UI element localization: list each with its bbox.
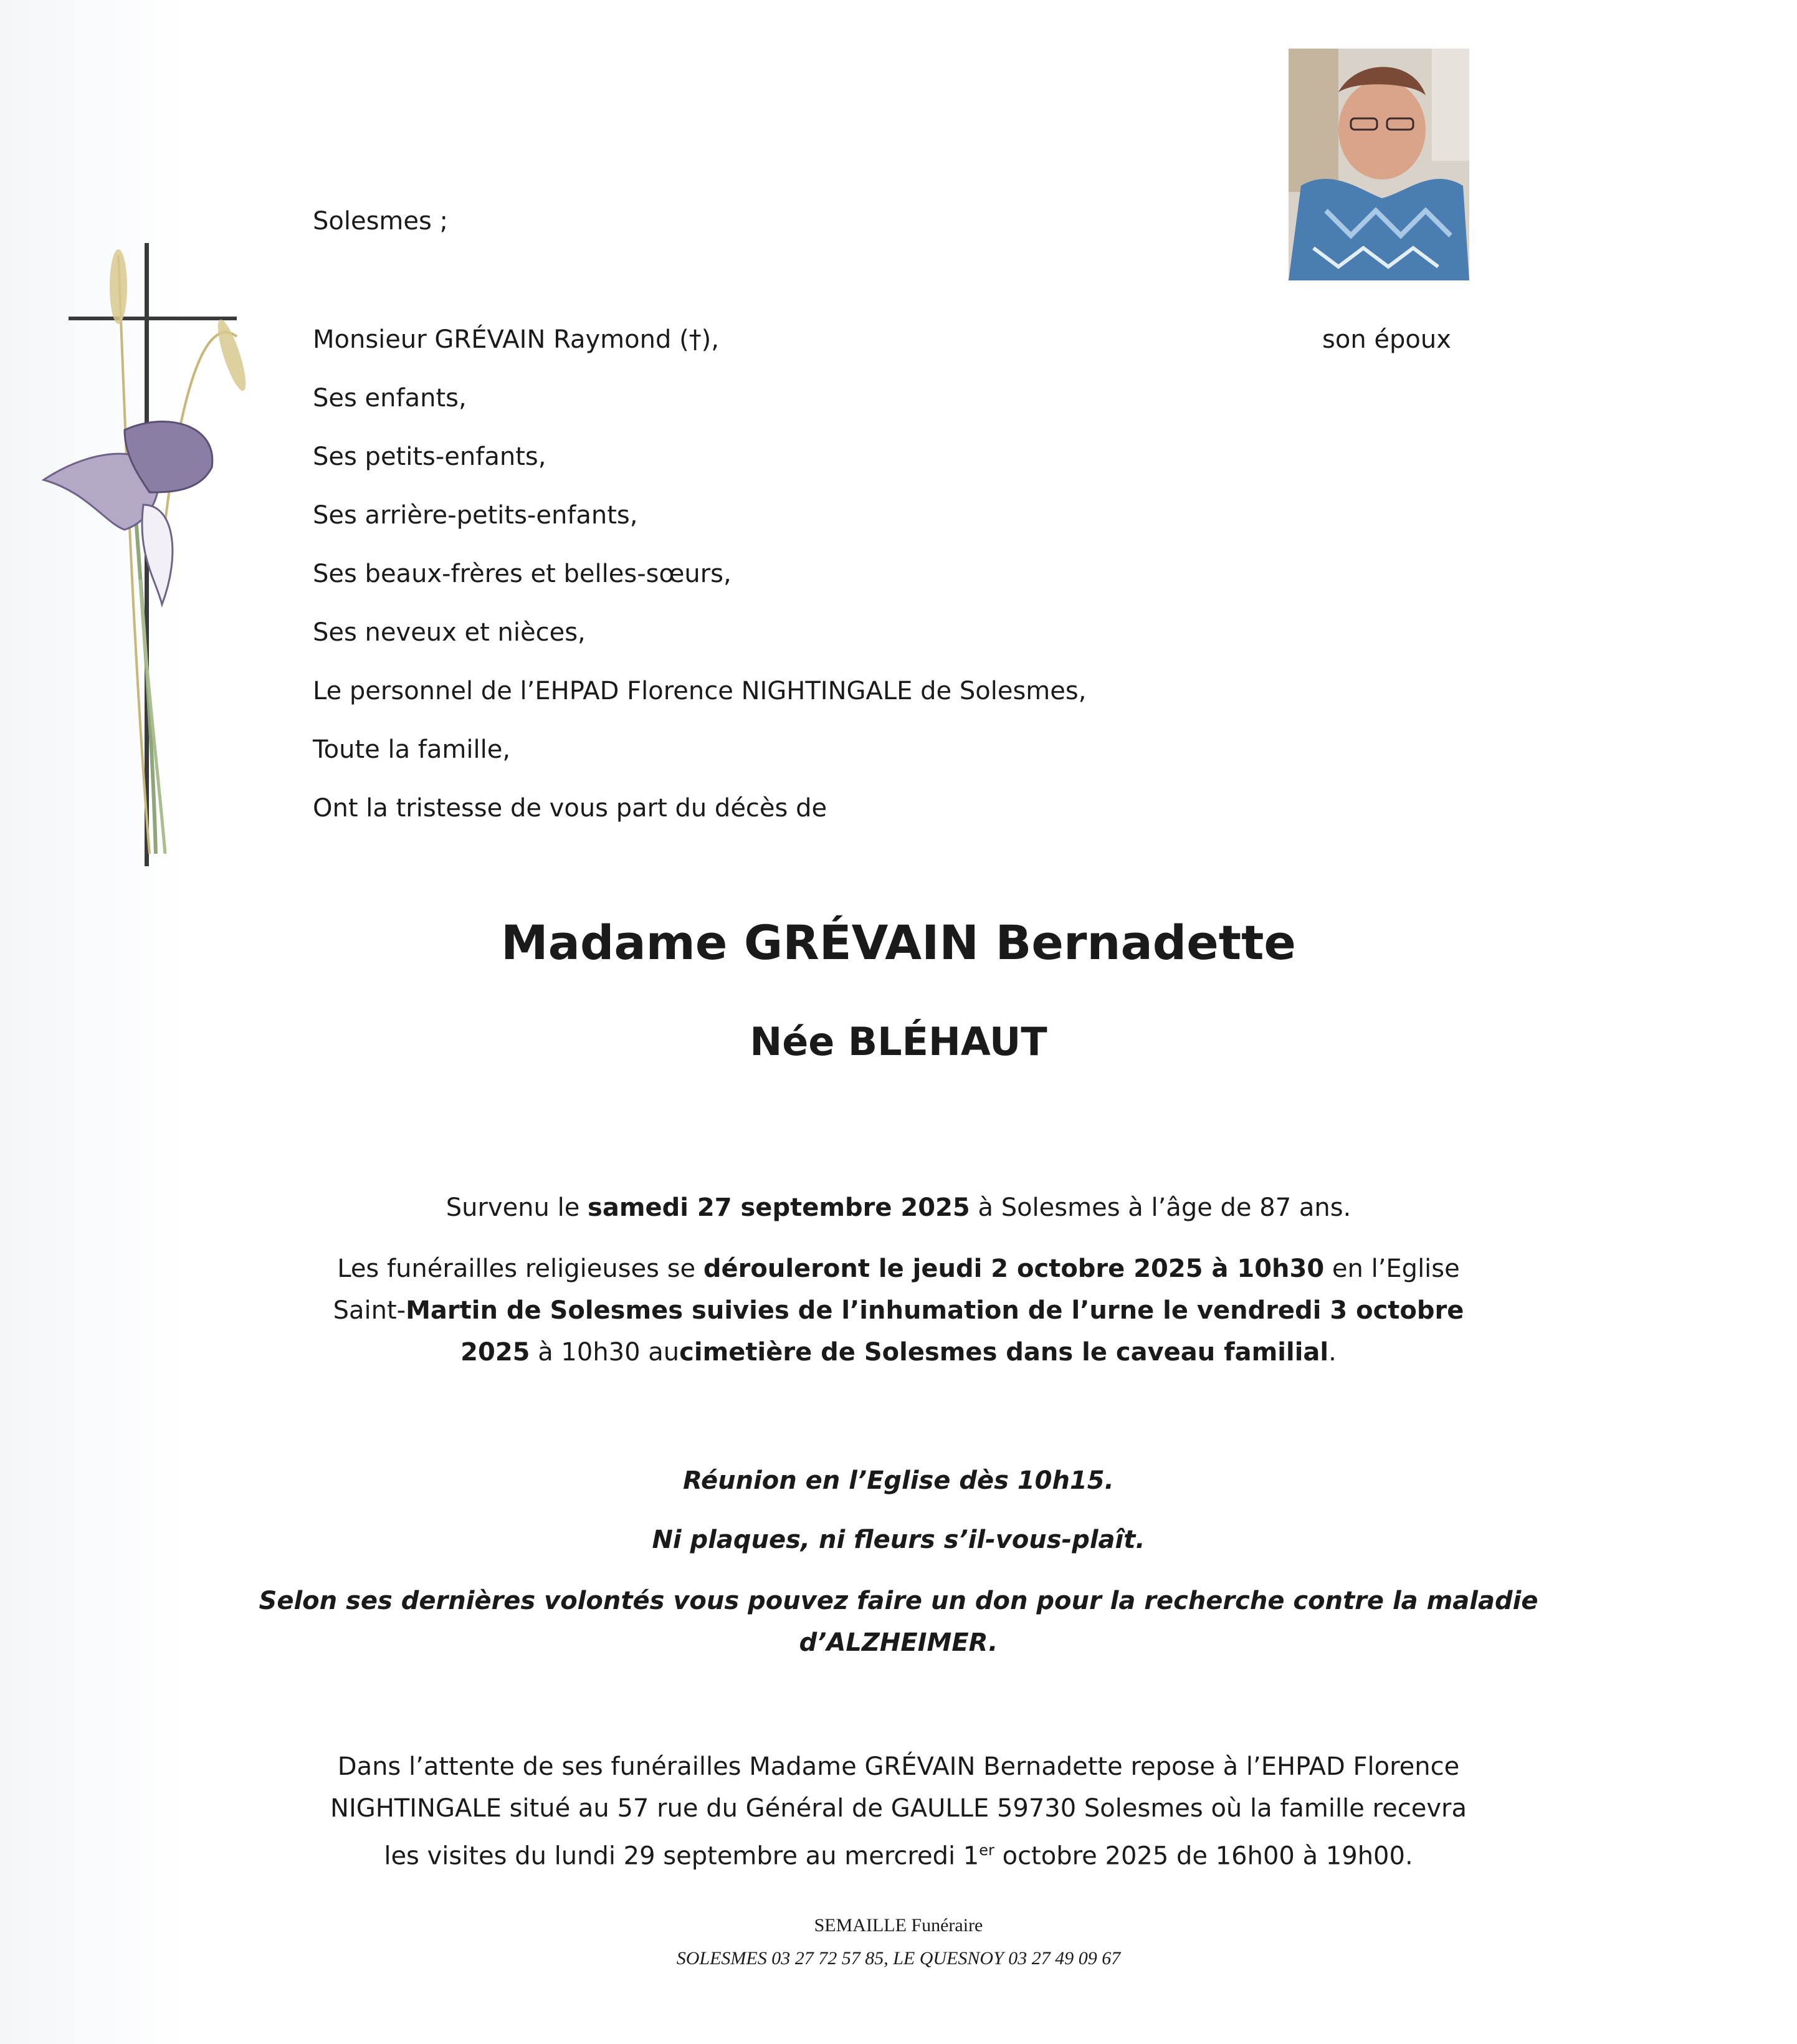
portrait-photo [1289, 49, 1469, 280]
death-notice [187, 1187, 1610, 1229]
visitation-line-3 [187, 1830, 1610, 1877]
death-notice-suffix: à Solesmes à l’âge de 87 ans. [970, 1193, 1351, 1222]
visitation-ordinal: er [979, 1841, 994, 1859]
place-header: Solesmes ; [313, 207, 449, 236]
funeral-text-3: à 10h30 au [530, 1338, 680, 1367]
family-line-in-laws: Ses beaux-frères et belles-sœurs, [313, 560, 732, 588]
funeral-text-1: Les funérailles religieuses se [337, 1254, 703, 1283]
funeral-home-phones: SOLESMES 03 27 72 57 85, LE QUESNOY 03 27 49 09 67 [676, 1948, 1121, 1969]
funeral-cemetery: cimetière de Solesmes dans le caveau familial [679, 1338, 1329, 1367]
visitation-line-3a: les visites du lundi 29 septembre au mercredi 1 [384, 1841, 980, 1871]
cross-lily-decoration [31, 231, 255, 879]
family-line-whole-family: Toute la famille, [313, 735, 511, 764]
family-line-staff: Le personnel de l’EHPAD Florence NIGHTINGALE de Solesmes, [313, 677, 1087, 705]
visitation-line-3b: octobre 2025 de 16h00 à 19h00. [994, 1841, 1413, 1871]
note-donation-cont: d’ALZHEIMER. [799, 1628, 998, 1657]
funeral-details [299, 1248, 1498, 1373]
family-line-grandchildren: Ses petits-enfants, [313, 442, 546, 471]
note-meeting: Réunion en l’Eglise dès 10h15. [683, 1466, 1114, 1495]
funeral-home-name: SEMAILLE Funéraire [814, 1915, 983, 1936]
cross-horizontal [69, 317, 237, 320]
death-date: samedi 27 septembre 2025 [588, 1193, 970, 1222]
deceased-name: Madame GRÉVAIN Bernadette [501, 915, 1296, 970]
death-notice-prefix: Survenu le [446, 1193, 588, 1222]
family-line-children: Ses enfants, [313, 384, 467, 413]
family-line-nephews: Ses neveux et nièces, [313, 618, 586, 647]
note-donation: Selon ses dernières volontés vous pouvez faire un don pour la recherche contre la maladie [259, 1587, 1538, 1615]
maiden-name: Née BLÉHAUT [750, 1019, 1047, 1064]
funeral-text-4: . [1328, 1338, 1337, 1367]
funeral-text-2: en l’Eglise Saint- [333, 1254, 1460, 1325]
announcement-line: Ont la tristesse de vous part du décès de [313, 794, 827, 823]
spouse-relation: son époux [1322, 325, 1451, 354]
family-line-spouse: Monsieur GRÉVAIN Raymond (†), [313, 325, 719, 354]
visitation-line-2: NIGHTINGALE situé au 57 rue du Général de GAULLE 59730 Solesmes où la famille recevra [330, 1794, 1467, 1823]
visitation-line-1: Dans l’attente de ses funérailles Madame GRÉVAIN Bernadette repose à l’EHPAD Florence [337, 1752, 1460, 1781]
note-no-flowers: Ni plaques, ni fleurs s’il-vous-plaît. [652, 1526, 1145, 1554]
family-line-great-grandchildren: Ses arrière-petits-enfants, [313, 501, 638, 530]
funeral-date: dérouleront le jeudi 2 octobre 2025 à 10h30 [703, 1254, 1325, 1283]
funeral-church-burial: Martin de Solesmes suivies de l’inhumation de l’urne le vendredi 3 octobre 2025 [406, 1296, 1464, 1367]
